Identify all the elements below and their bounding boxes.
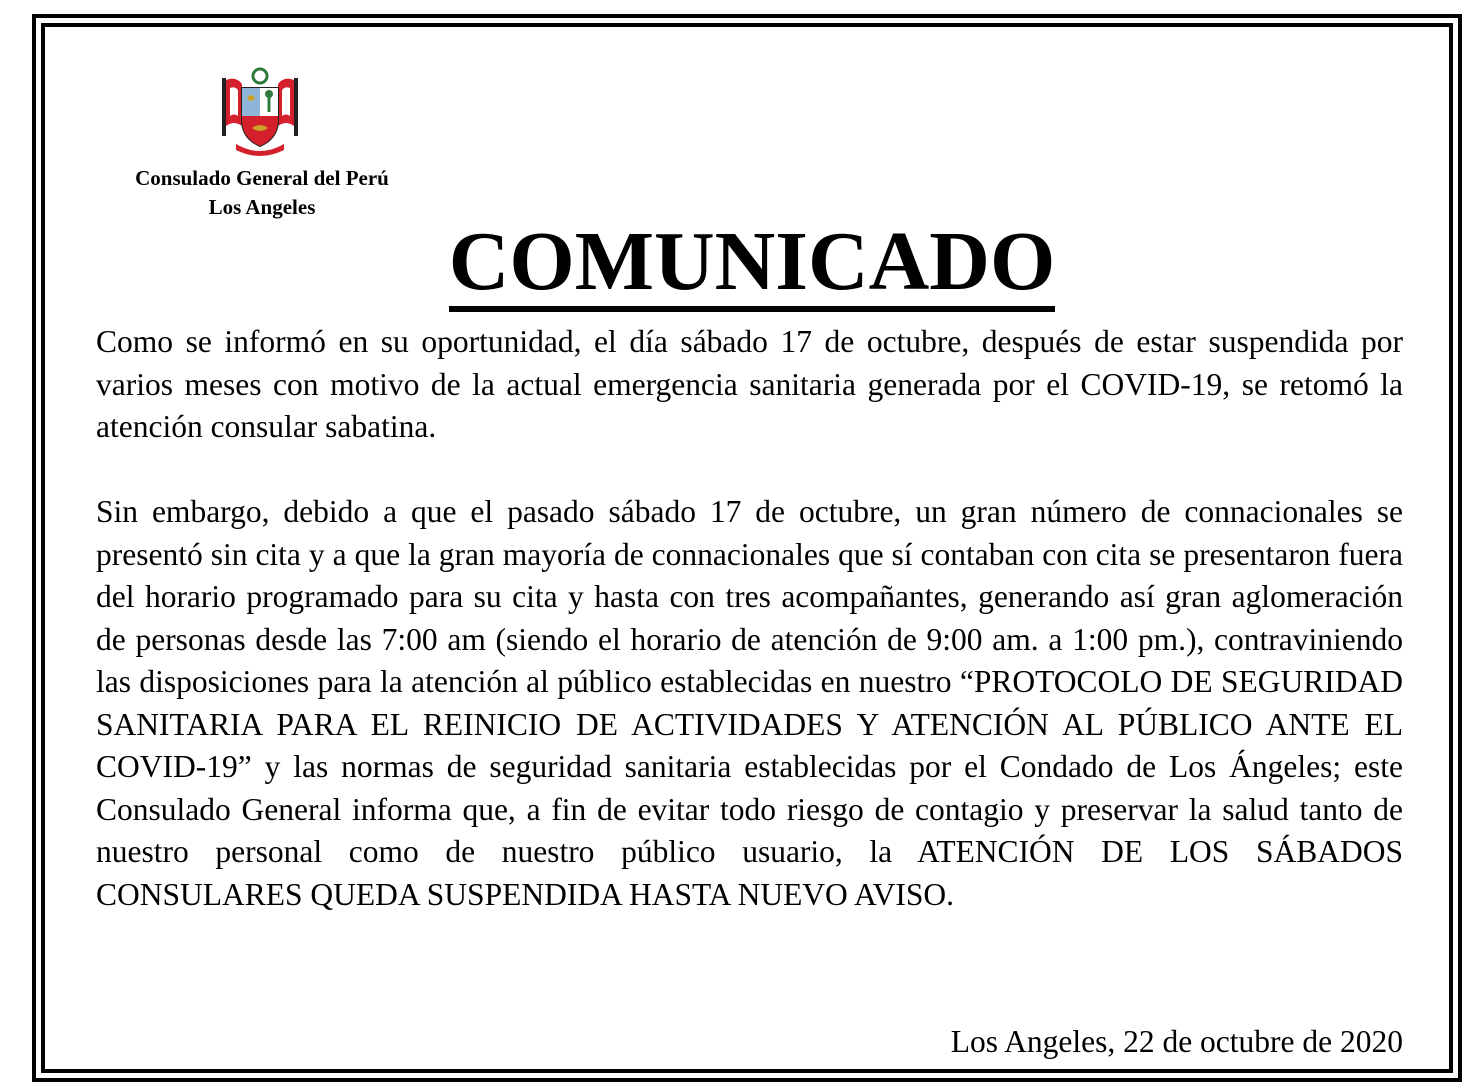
place-date-line: Los Angeles, 22 de octubre de 2020 bbox=[950, 1024, 1403, 1059]
consulate-city: Los Angeles bbox=[208, 195, 316, 219]
page-title-wrapper bbox=[0, 212, 1470, 312]
paragraph-2: Sin embargo, debido a que el pasado sábado 17 de octubre, un gran número de connacionales se presentó sin cita y a que la gran mayoría de connacionales que sí contaban con cita se presentaron fuera del horario programado para su cita y hasta con tres acompañantes, generando así gran aglomeración de personas desde las 7:00 am (siendo el horario de atención de 9:00 am. a 1:00 pm.), contraviniendo las disposiciones para la atención al público establecidas en nuestro “PROTOCOLO DE SEGURIDAD SANITARIA PARA EL REINICIO DE ACTIVIDADES Y ATENCIÓN AL PÚBLICO ANTE EL COVID-19” y las normas de seguridad sanitaria establecidas por el Condado de Los Ángeles; este Consulado General informa que, a fin de evitar todo riesgo de contagio y preservar la salud tanto de nuestro personal como de nuestro público usuario, la ATENCIÓN DE LOS SÁBADOS CONSULARES QUEDA SUSPENDIDA HASTA NUEVO AVISO. bbox=[96, 494, 1403, 912]
consulate-name: Consulado General del Perú bbox=[135, 166, 389, 190]
paragraph-1: Como se informó en su oportunidad, el día sábado 17 de octubre, después de estar suspendida por varios meses con motivo de la actual emergencia sanitaria generada por el COVID-19, se retomó la atención consular sabatina. bbox=[96, 324, 1403, 444]
page-title: COMUNICADO bbox=[449, 220, 1056, 312]
peru-coat-of-arms-icon bbox=[212, 66, 308, 162]
